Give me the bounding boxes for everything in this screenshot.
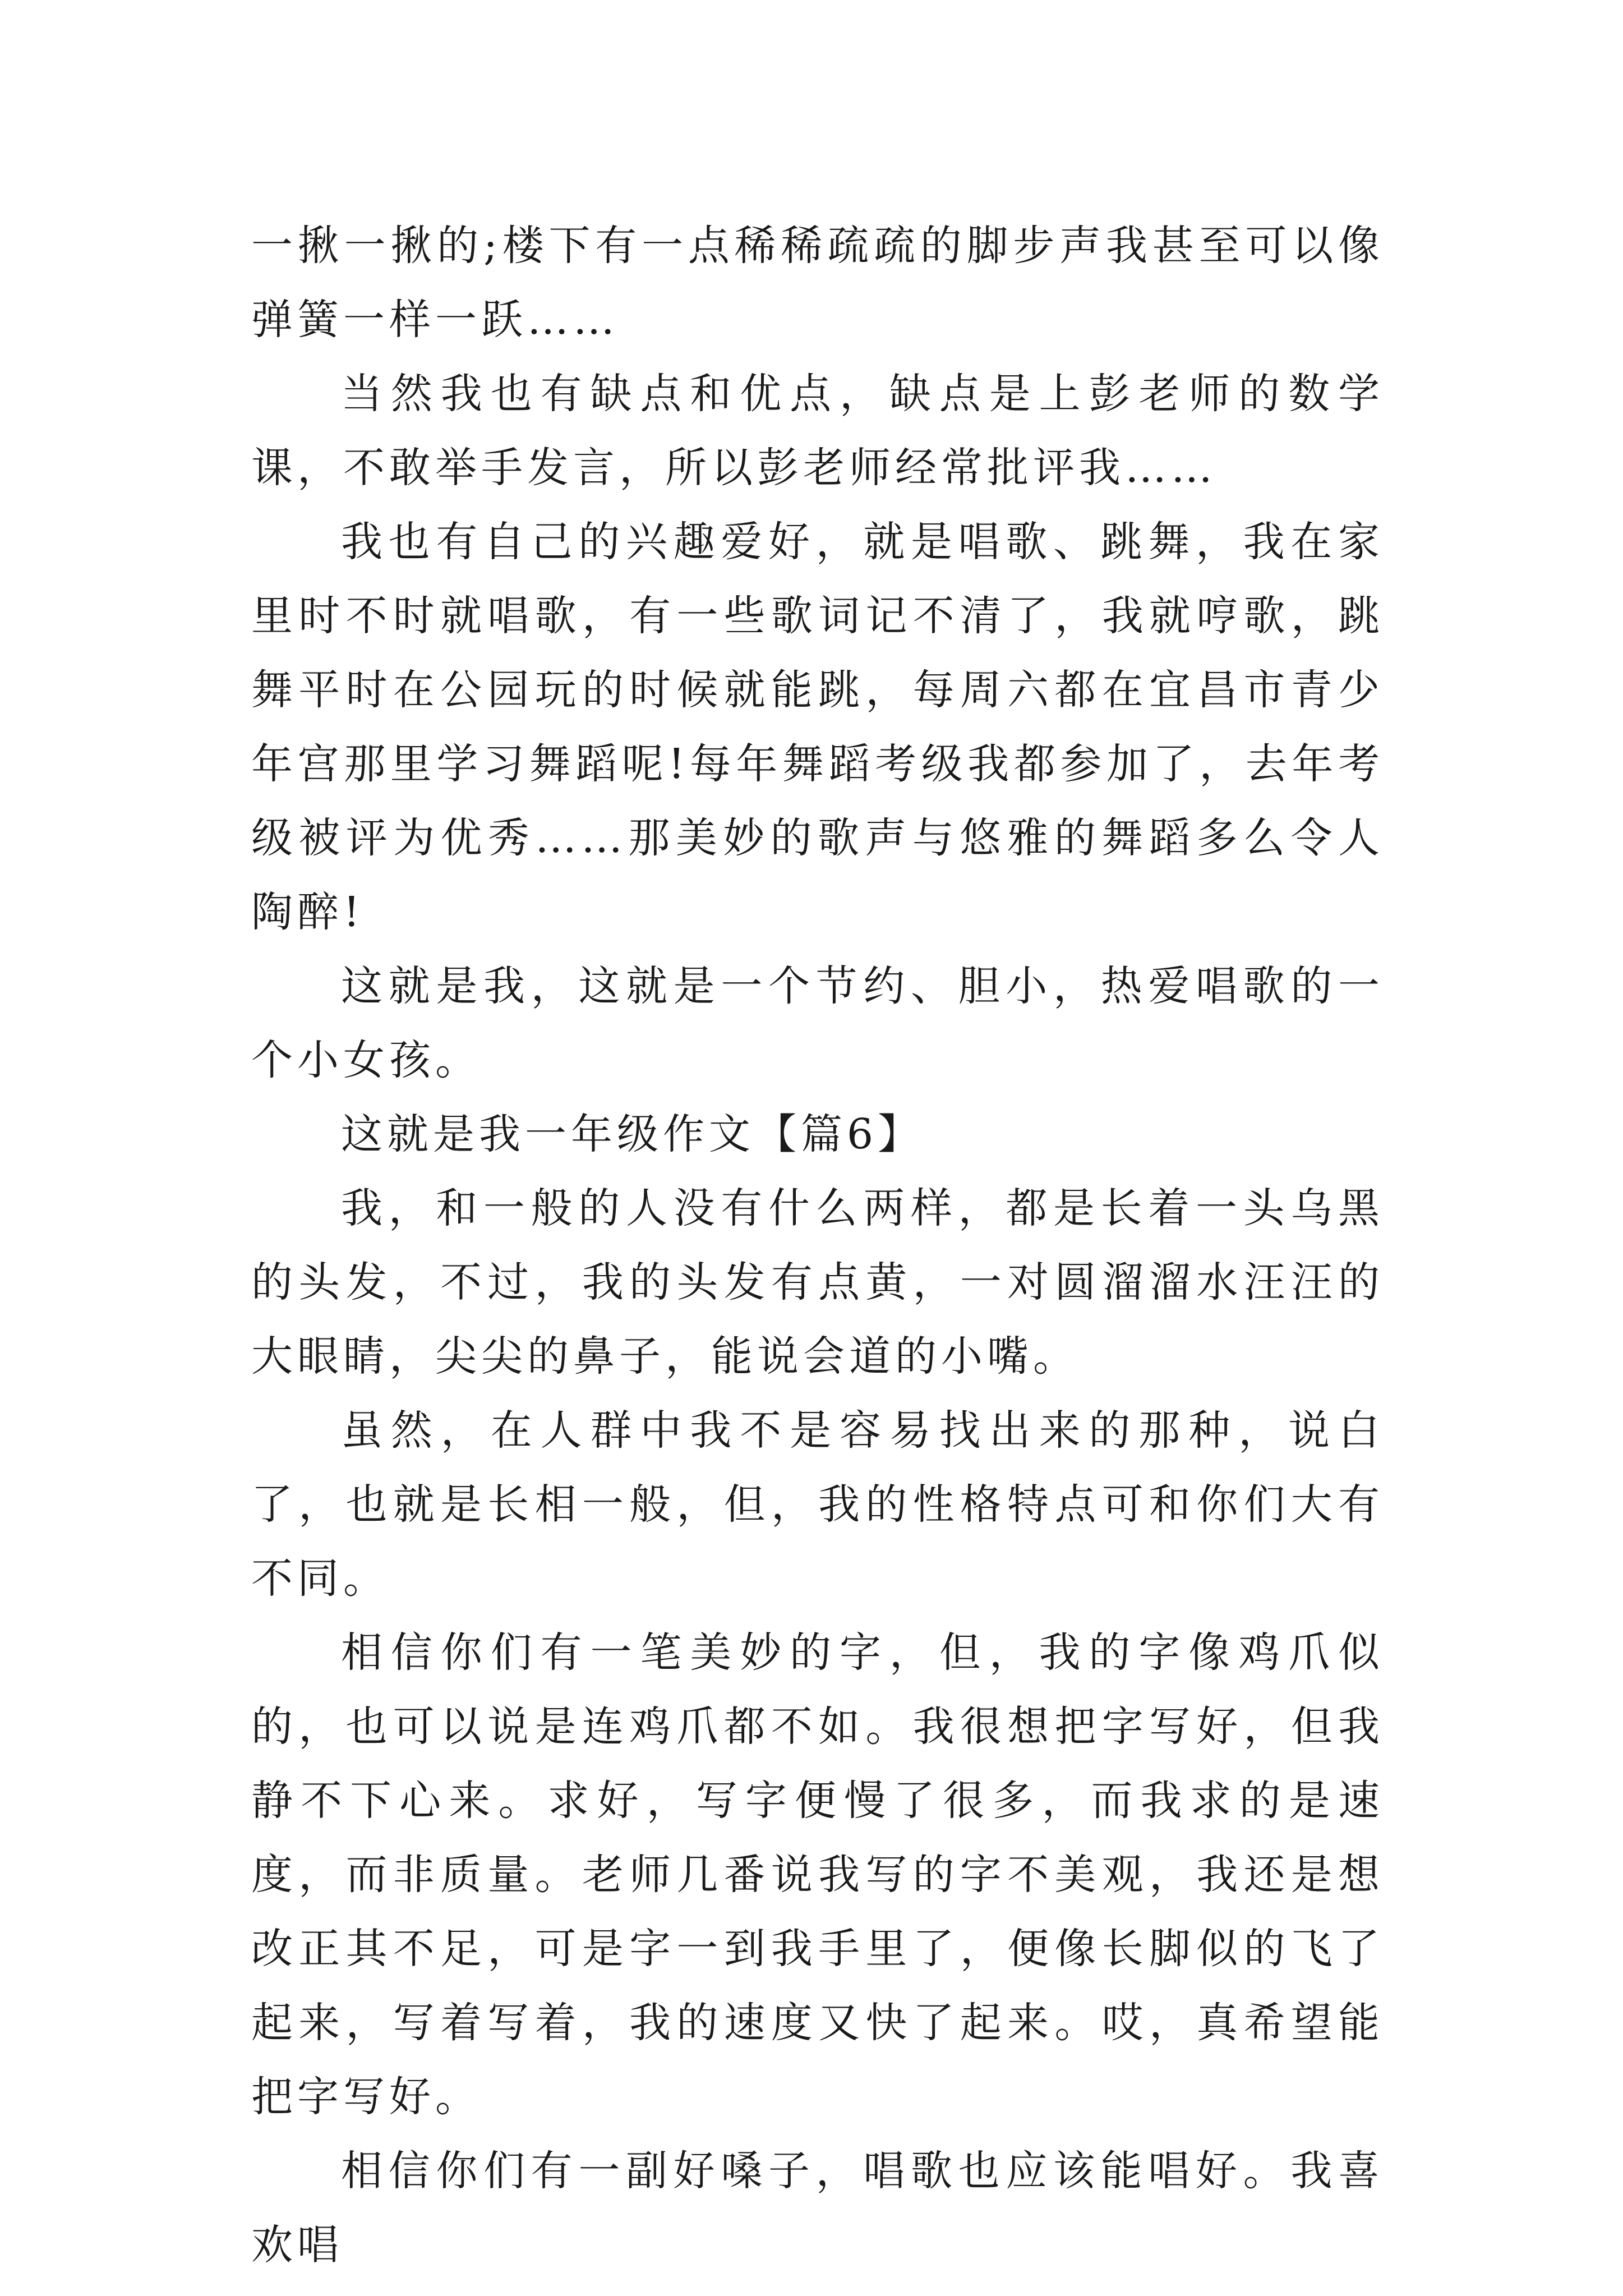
paragraph-continued: 一揪一揪的;楼下有一点稀稀疏疏的脚步声我甚至可以像弹簧一样一跃…… [251,222,1384,344]
paragraph-hobbies: 我也有自己的兴趣爱好，就是唱歌、跳舞，我在家里时不时就唱歌，有一些歌词记不清了，我就哼歌，跳舞平时在公园玩的时候就能跳，每周六都在宜昌市青少年宫那里学习舞蹈呢!每年舞蹈考级我都参加了，去年考级被评为优秀……那美妙的歌声与悠雅的舞蹈多么令人陶醉! [251,518,1384,936]
section-heading: 这就是我一年级作文【篇6】 [341,1110,924,1158]
document-body [251,209,1384,2282]
paragraph-singing: 相信你们有一副好嗓子，唱歌也应该能唱好。我喜欢唱 [251,2147,1384,2269]
paragraph-handwriting: 相信你们有一笔美妙的字，但，我的字像鸡爪似的，也可以说是连鸡爪都不如。我很想把字写好，但我静不下心来。求好，写字便慢了很多，而我求的是速度，而非质量。老师几番说我写的字不美观，我还是想改正其不足，可是字一到我手里了，便像长脚似的飞了起来，写着写着，我的速度又快了起来。哎，真希望能把字写好。 [251,1628,1384,2121]
paragraph-shortcomings: 当然我也有缺点和优点，缺点是上彭老师的数学课，不敢举手发言，所以彭老师经常批评我…… [251,370,1384,492]
paragraph-personality: 虽然，在人群中我不是容易找出来的那种，说白了，也就是长相一般，但，我的性格特点可和你们大有不同。 [251,1406,1384,1603]
paragraph-conclusion: 这就是我，这就是一个节约、胆小，热爱唱歌的一个小女孩。 [251,962,1384,1084]
paragraph-appearance: 我，和一般的人没有什么两样，都是长着一头乌黑的头发，不过，我的头发有点黄，一对圆溜溜水汪汪的大眼睛，尖尖的鼻子，能说会道的小嘴。 [251,1184,1384,1381]
